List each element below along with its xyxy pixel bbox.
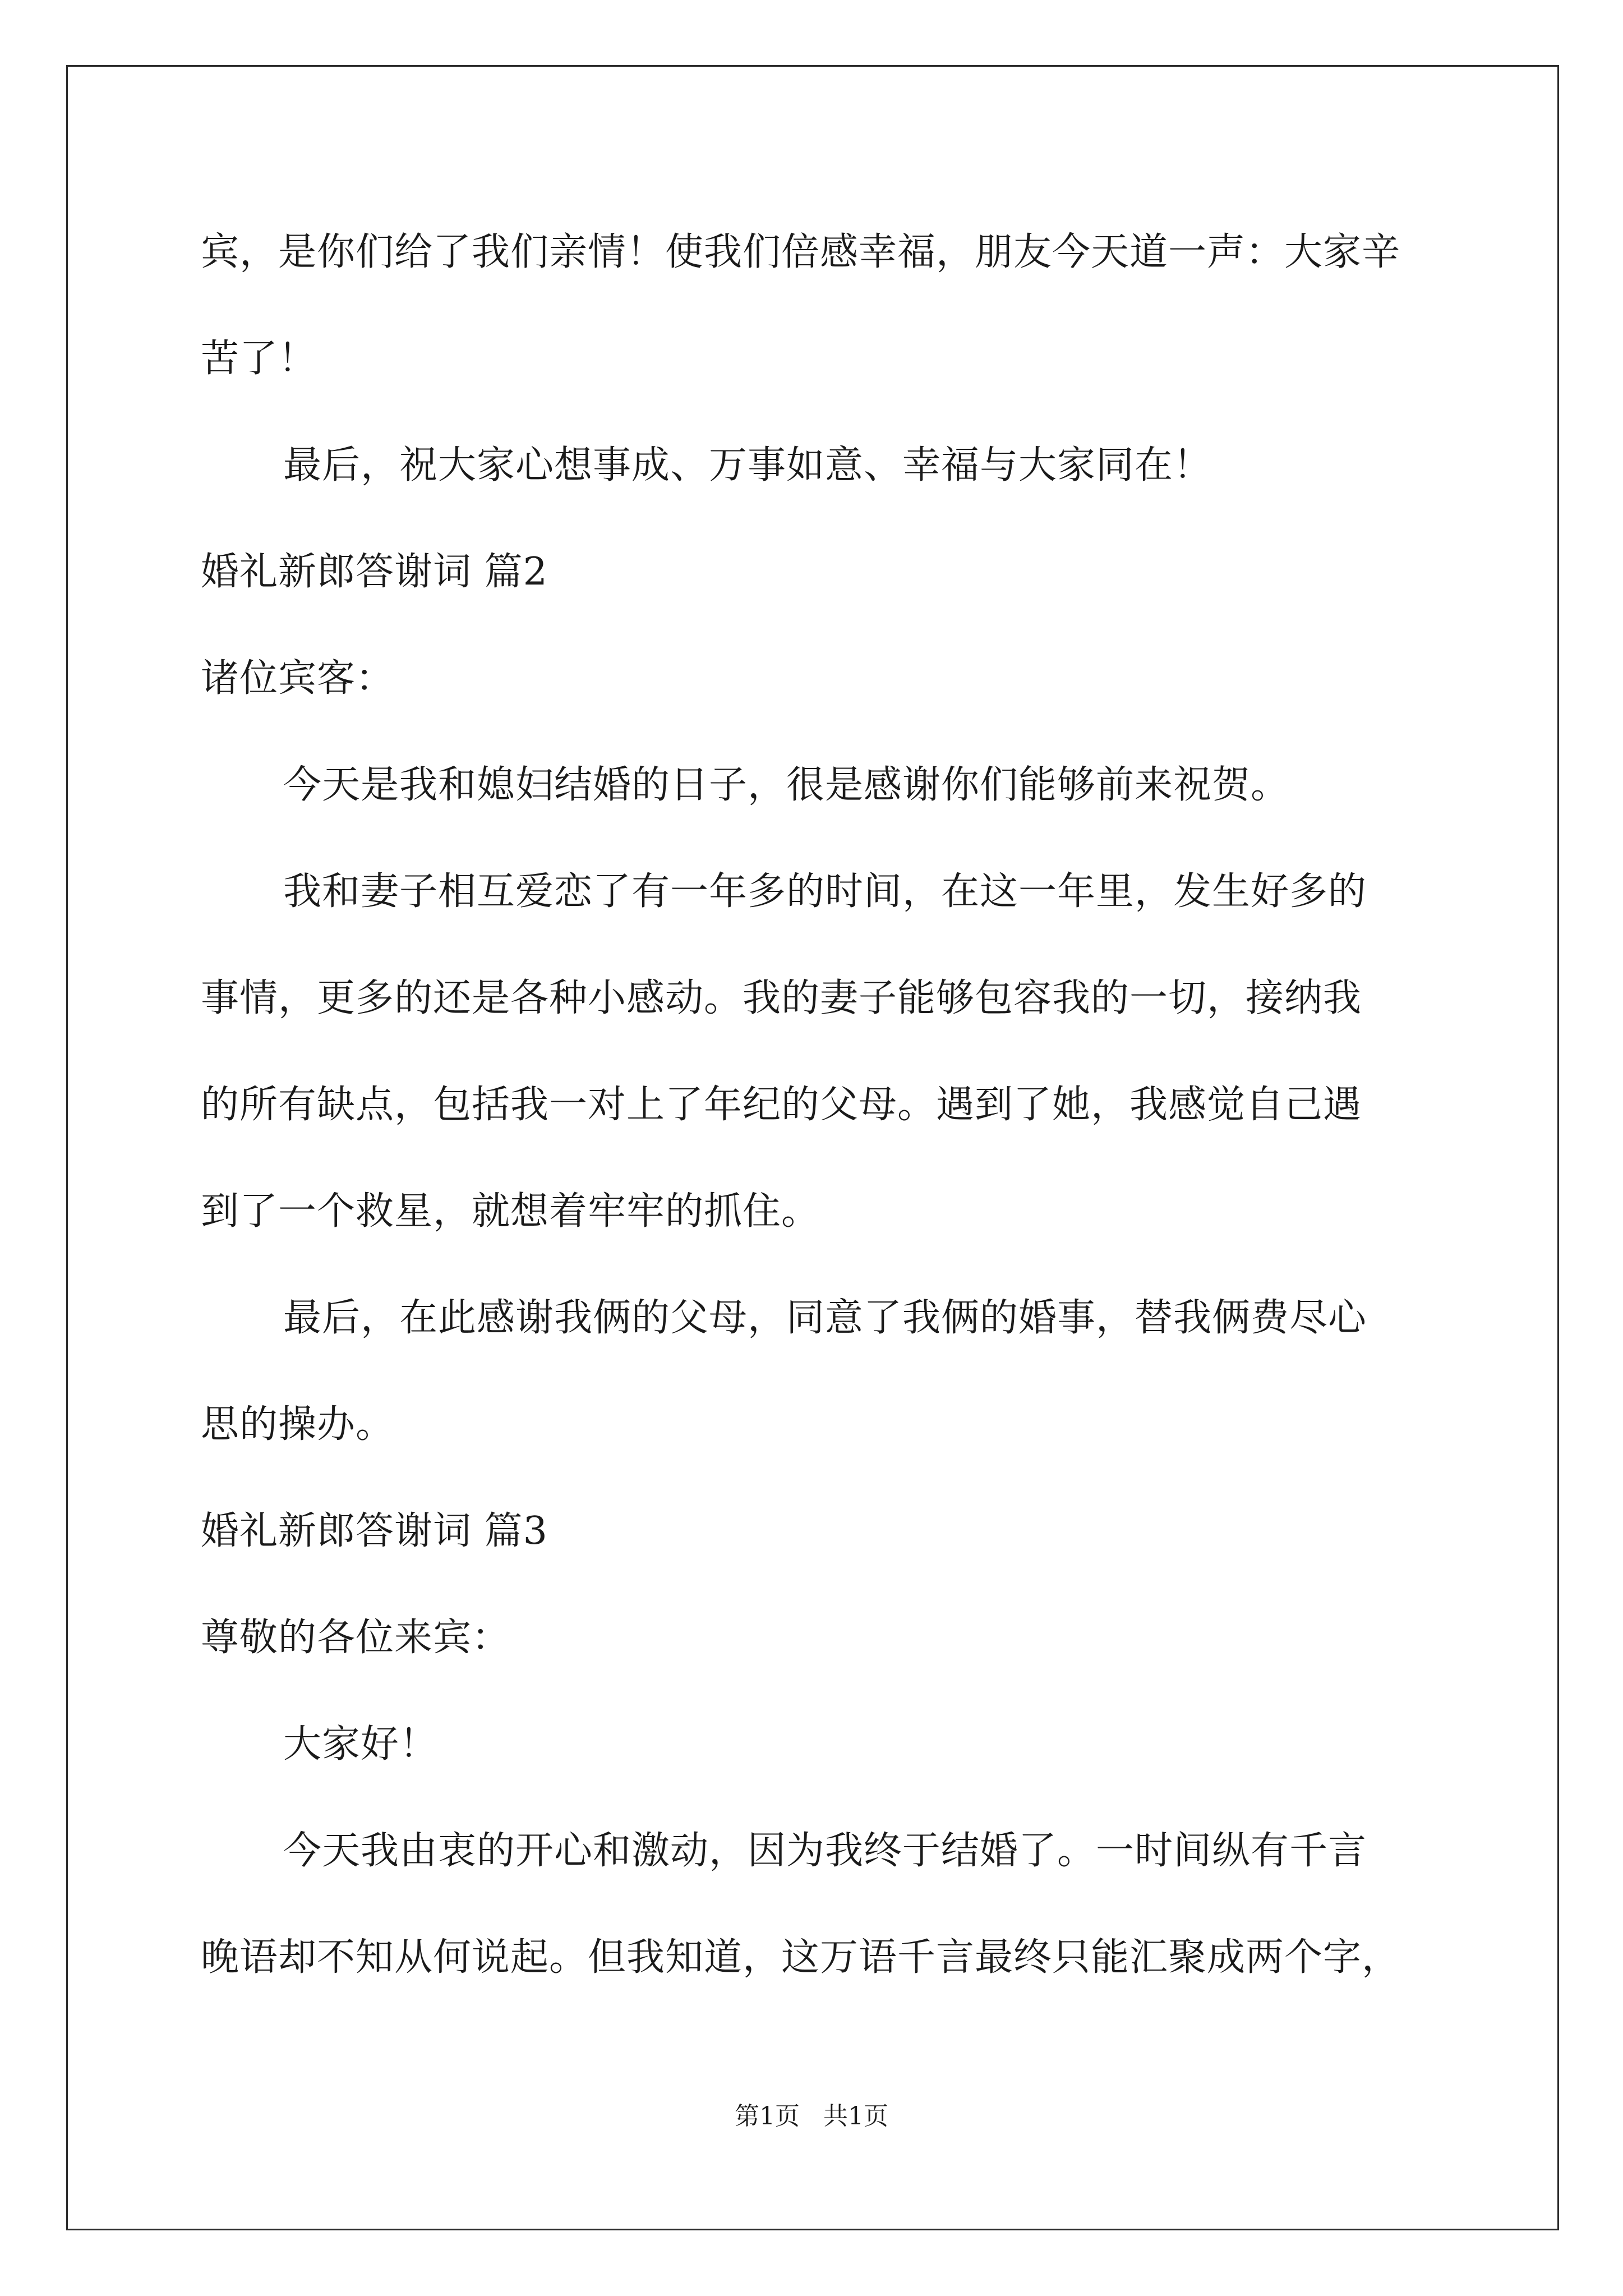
body-text-line: 今天是我和媳妇结婚的日子，很是感谢你们能够前来祝贺。 bbox=[283, 763, 1290, 807]
body-text-line: 思的操办。 bbox=[201, 1402, 395, 1447]
body-text-line: 今天我由衷的开心和激动，因为我终于结婚了。一时间纵有千言 bbox=[283, 1829, 1367, 1873]
body-text-line: 大家好！ bbox=[283, 1722, 439, 1766]
body-text-line: 到了一个救星，就想着牢牢的抓住。 bbox=[201, 1189, 820, 1234]
page-border bbox=[66, 65, 1559, 2230]
body-text-line: 我和妻子相互爱恋了有一年多的时间，在这一年里，发生好多的 bbox=[283, 869, 1367, 914]
salutation: 尊敬的各位来宾： bbox=[201, 1616, 511, 1660]
body-text-line: 晚语却不知从何说起。但我知道，这万语千言最终只能汇聚成两个字， bbox=[201, 1935, 1401, 1980]
body-text-line: 最后，祝大家心想事成、万事如意、幸福与大家同在！ bbox=[283, 443, 1212, 487]
body-text-line: 苦了！ bbox=[201, 337, 317, 381]
salutation: 诸位宾客： bbox=[201, 656, 395, 701]
body-text-line: 的所有缺点，包括我一对上了年纪的父母。遇到了她，我感觉自己遇 bbox=[201, 1083, 1362, 1127]
section-heading: 婚礼新郎答谢词 篇3 bbox=[201, 1509, 548, 1553]
body-text-line: 最后，在此感谢我俩的父母，同意了我俩的婚事，替我俩费尽心 bbox=[283, 1296, 1367, 1340]
section-heading: 婚礼新郎答谢词 篇2 bbox=[201, 550, 548, 594]
body-text-line: 事情，更多的还是各种小感动。我的妻子能够包容我的一切，接纳我 bbox=[201, 976, 1362, 1020]
page-number-footer: 第1页 共1页 bbox=[735, 2102, 888, 2131]
body-text-line: 宾，是你们给了我们亲情！使我们倍感幸福，朋友今天道一声：大家辛 bbox=[201, 230, 1401, 274]
